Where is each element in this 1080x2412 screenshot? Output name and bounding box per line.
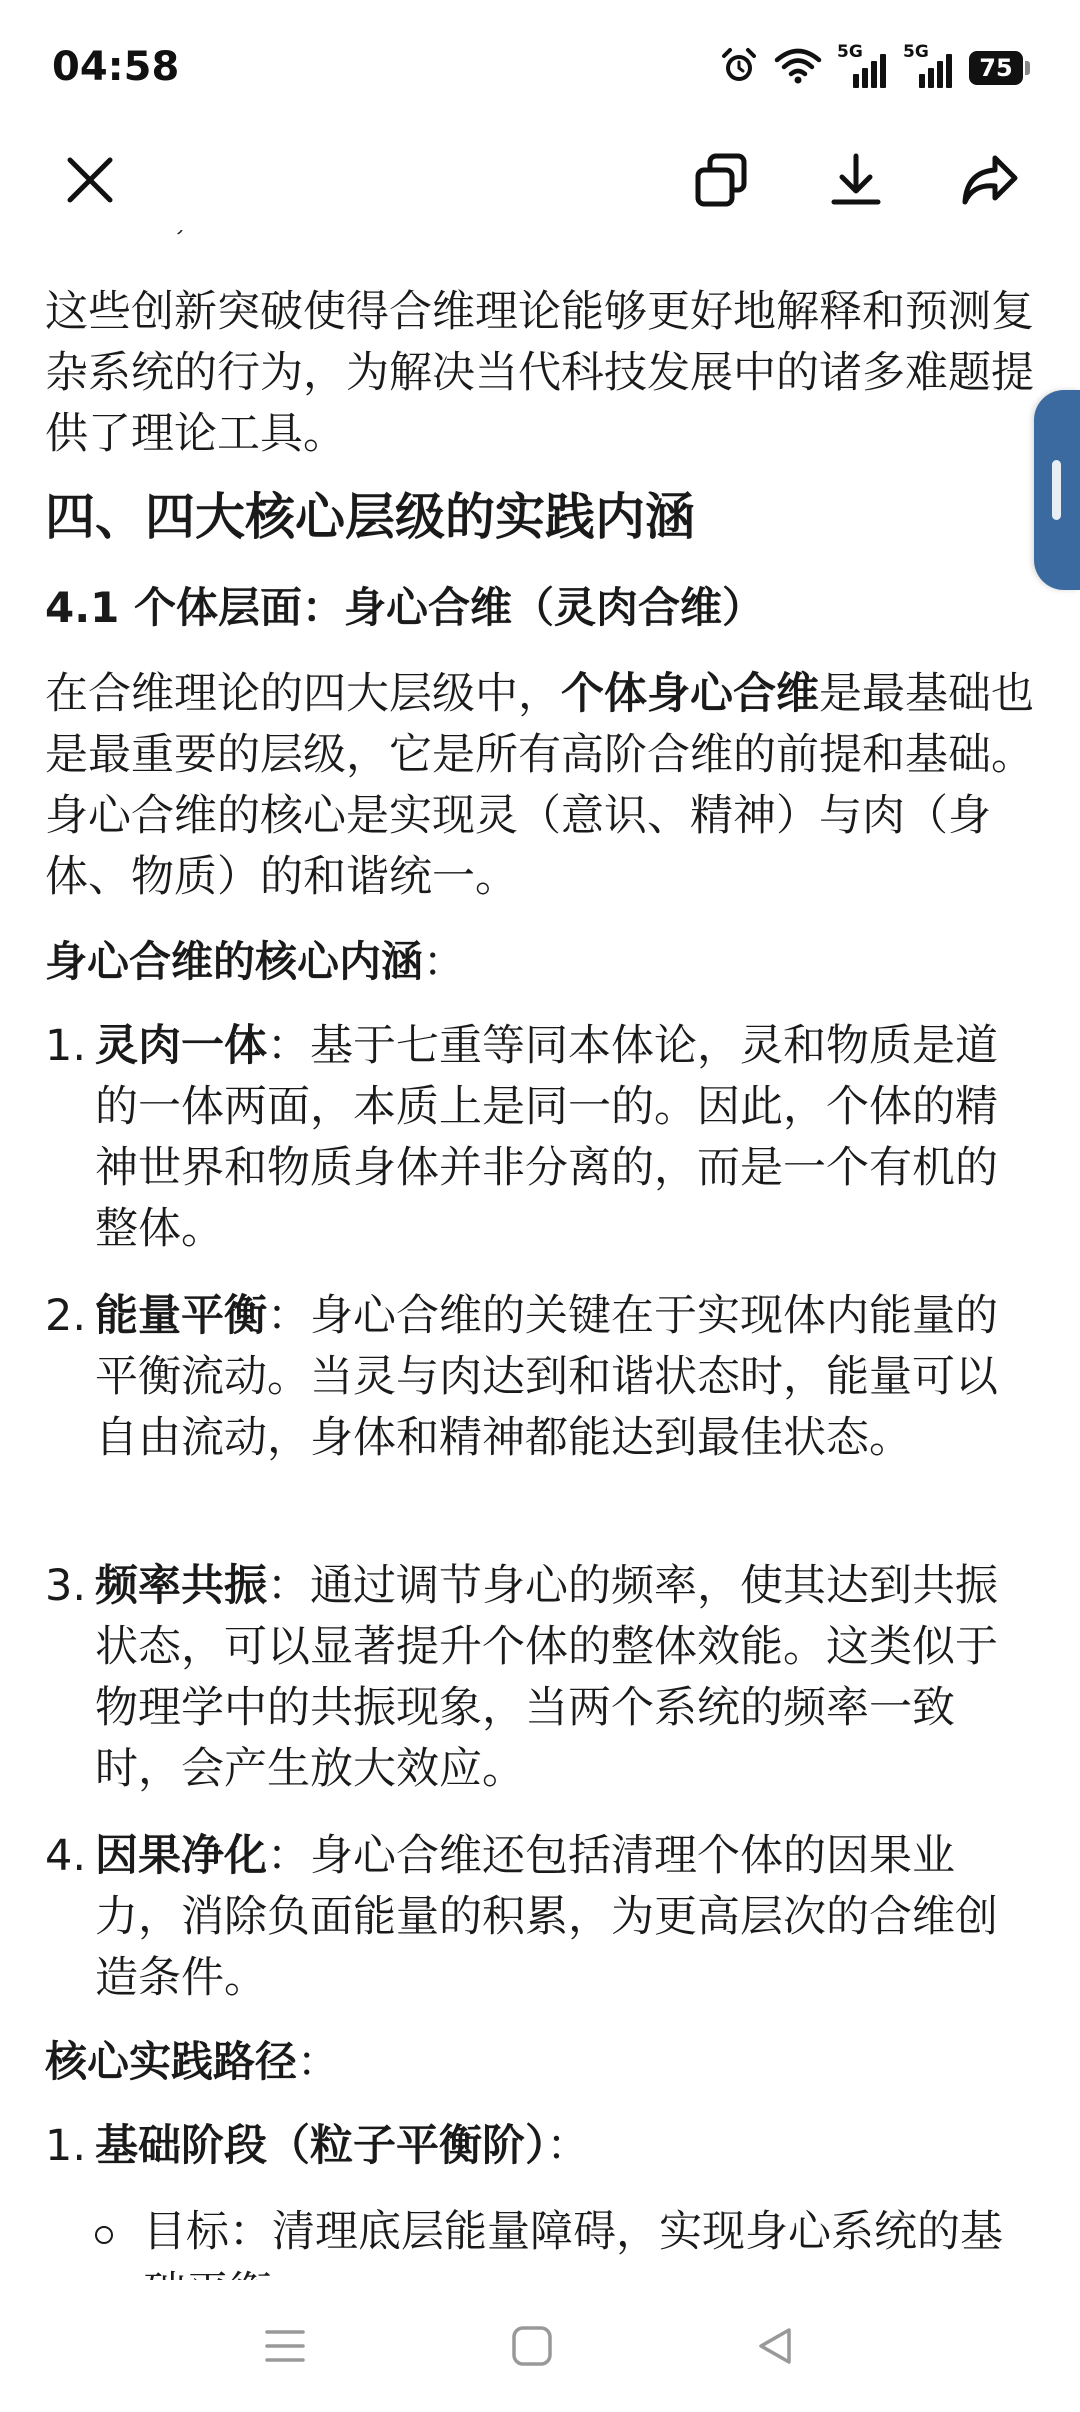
download-icon xyxy=(826,150,886,210)
home-button[interactable] xyxy=(502,2316,562,2376)
navigation-bar xyxy=(0,2280,1080,2412)
bullet-item: 目标：清理底层能量障碍，实现身心系统的基 xyxy=(95,2202,1035,2324)
section-heading: 四、四大核心层级的实践内涵 xyxy=(45,488,695,546)
wifi-icon xyxy=(773,46,823,90)
back-button[interactable] xyxy=(745,2316,805,2376)
close-button[interactable] xyxy=(54,144,126,216)
core-meaning-label: 身心合维的核心内涵： xyxy=(45,937,466,986)
subsection-heading: 4.1 个体层面：身心合维（灵肉合维） xyxy=(45,583,765,632)
practice-list-item: 1. 基础阶段（粒子平衡阶）： xyxy=(45,2121,590,2171)
practice-path-label: 核心实践路径： xyxy=(45,2037,340,2086)
copy-button[interactable] xyxy=(686,144,758,216)
share-icon xyxy=(959,150,1021,210)
paragraph-body: 在合维理论的四大层级中，个体身心合维是最基础也是最重要的层级，它是所有高阶合维的前提和基础。身心合维的核心是实现灵（意识、精神）与肉（身体、物质）的和谐统一。 xyxy=(45,669,1034,902)
menu-button[interactable] xyxy=(255,2316,315,2376)
cell-signal-1-icon: 5G xyxy=(837,48,889,88)
back-icon xyxy=(753,2324,797,2368)
close-icon xyxy=(62,152,118,208)
list-item: 4. 因果净化：身心合维还包括清理个体的因果业力，消除负面能量的积累，为更高层次的合维创造条件。 xyxy=(45,1831,998,2003)
grip-icon xyxy=(1052,460,1061,520)
list-item: 2. 能量平衡：身心合维的关键在于实现体内能量的平衡流动。当灵与肉达到和谐状态时，能量可以自由流动，身体和精神都能达到最佳状态。 xyxy=(45,1291,998,1463)
paragraph-intro: 这些创新突破使得合维理论能够更好地解释和预测复杂系统的行为，为解决当代科技发展中的诸多难题提供了理论工具。 xyxy=(45,287,1034,459)
download-button[interactable] xyxy=(820,144,892,216)
status-icons xyxy=(719,42,1030,90)
battery-level: 75 xyxy=(969,51,1023,85)
menu-icon xyxy=(263,2326,307,2366)
share-button[interactable] xyxy=(954,144,1026,216)
status-bar xyxy=(0,0,1080,130)
list-item: 3. 频率共振：通过调节身心的频率，使其达到共振状态，可以显著提升个体的整体效能。这类似于物理学中的共振现象，当两个系统的频率一致时，会产生放大效应。 xyxy=(45,1561,998,1794)
viewer-toolbar xyxy=(0,130,1080,230)
list-item: 1. 灵肉一体：基于七重等同本体论，灵和物质是道的一体两面，本质上是同一的。因此，个体的精神世界和物质身体并非分离的，而是一个有机的整体。 xyxy=(45,1021,998,1254)
status-time: 04:58 xyxy=(52,44,180,90)
battery-icon xyxy=(969,51,1030,85)
copy-icon xyxy=(692,150,752,210)
document-content[interactable] xyxy=(0,220,1080,2280)
cell-signal-2-icon: 5G xyxy=(903,48,955,88)
bullet-circle-icon xyxy=(95,2226,113,2244)
home-icon xyxy=(510,2324,554,2368)
side-scroll-handle[interactable] xyxy=(1034,390,1080,590)
alarm-icon xyxy=(719,46,759,90)
